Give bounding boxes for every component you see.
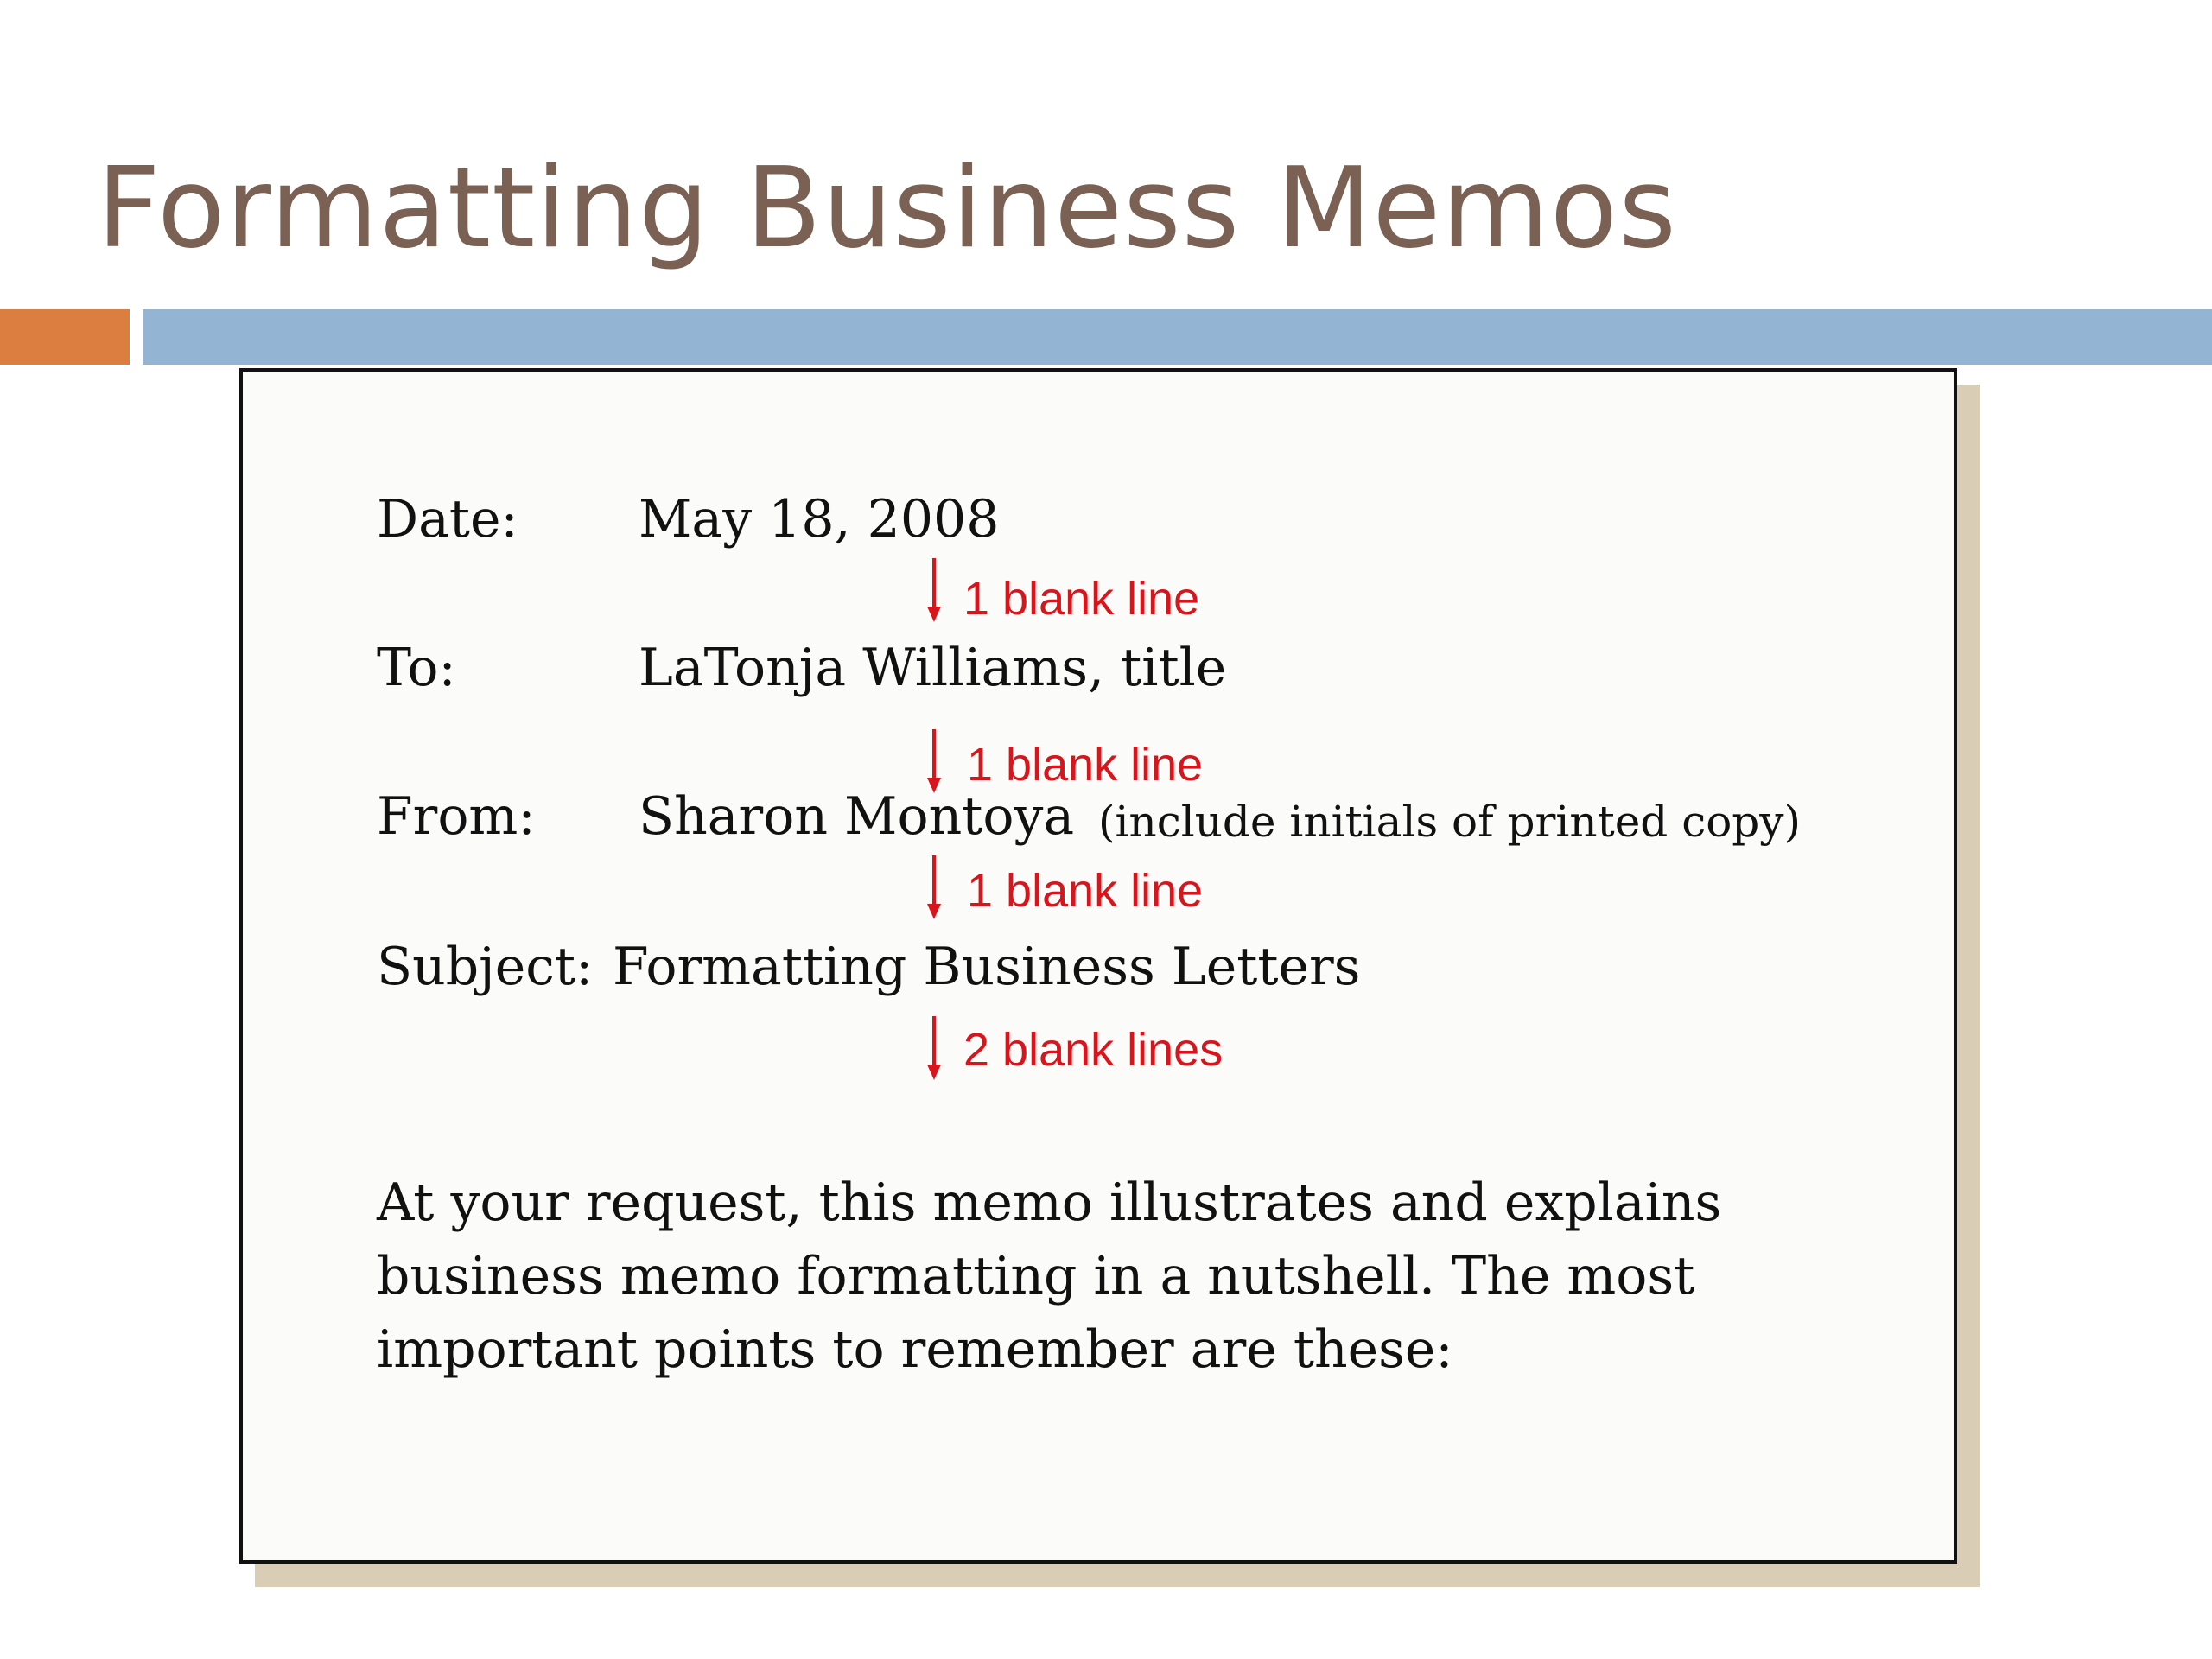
accent-bar-blue (143, 309, 2212, 365)
from-value: Sharon Montoya (639, 786, 1075, 847)
to-value: LaTonja Williams, title (639, 638, 1227, 698)
down-arrow-icon (917, 556, 951, 626)
memo-body-line: business memo formatting in a nutshell. The most (377, 1246, 1695, 1306)
down-arrow-icon (917, 854, 951, 923)
blank-line-annotation: 1 blank line (967, 739, 1204, 791)
date-value: May 18, 2008 (639, 489, 1000, 550)
memo-example (239, 368, 1957, 1564)
to-label: To: (377, 638, 456, 698)
down-arrow-icon (917, 1014, 951, 1084)
memo-body-line: important points to remember are these: (377, 1319, 1453, 1380)
date-label: Date: (377, 489, 518, 550)
blank-lines-annotation: 2 blank lines (963, 1024, 1224, 1076)
slide-title: Formatting Business Memos (97, 144, 1677, 273)
memo-body (377, 1166, 1721, 1387)
blank-line-annotation: 1 blank line (963, 573, 1200, 625)
accent-bar-orange (0, 309, 130, 365)
subject-label: Subject: (377, 937, 594, 997)
from-label: From: (377, 786, 536, 847)
blank-line-annotation: 1 blank line (967, 865, 1204, 917)
memo-body-line: At your request, this memo illustrates and explains (377, 1173, 1722, 1233)
subject-value: Formatting Business Letters (613, 937, 1361, 997)
from-note: (include initials of printed copy) (1098, 797, 1802, 847)
